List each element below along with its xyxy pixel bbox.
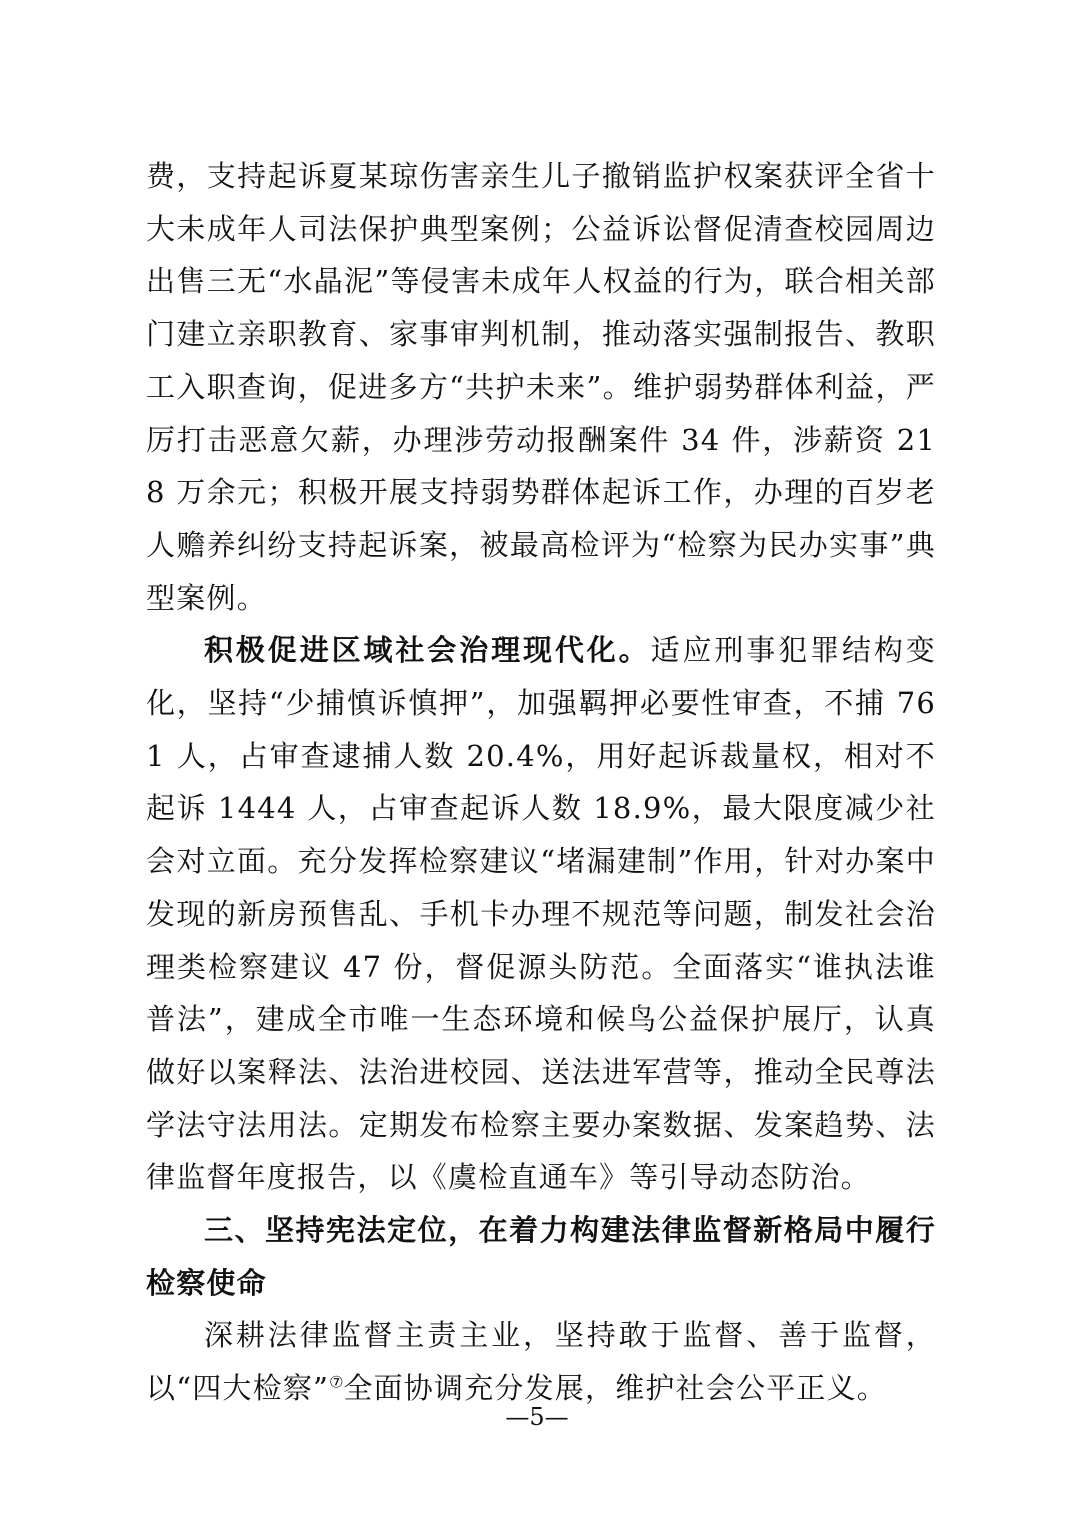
paragraph-body-text: 适应刑事犯罪结构变化，坚持“少捕慎诉慎押”，加强羁押必要性审查，不捕 761 人，占审查逮捕人数 20.4%，用好起诉裁量权，相对不起诉 1444 人，占审查起诉人数 18.9%，最大限度减少社会对立面。充分发挥检察建议“堵漏建制”作用，针对办案中发现的新房预售乱、手机卡办理不规范等问题，制发社会治理类检察建议 47 份，督促源头防范。全面落实“谁执法谁普法”，建成全市唯一生态环境和候鸟公益保护展厅，认真做好以案释法、法治进校园、送法进军营等，推动全民尊法学法守法用法。定期发布检察主要办案数据、发案趋势、法律监督年度报告，以《虞检直通车》等引导动态防治。 <box>146 633 936 1195</box>
section-heading: 三、坚持宪法定位，在着力构建法律监督新格局中履行检察使命 <box>146 1213 936 1300</box>
paragraph-lead-heading: 积极促进区域社会治理现代化。 <box>204 633 651 668</box>
paragraph-text-after-note: 全面协调充分发展，维护社会公平正义。 <box>343 1371 888 1406</box>
paragraph-social-governance <box>146 624 936 1204</box>
paragraph-legal-supervision <box>146 1309 936 1414</box>
paragraph-text-before-note: 深耕法律监督主责主业，坚持敢于监督、善于监督，以“四大检察” <box>146 1318 936 1406</box>
footnote-marker: ⑦ <box>329 1372 344 1392</box>
page-number: —5— <box>505 1403 569 1431</box>
paragraph-continuation: 费，支持起诉夏某琼伤害亲生儿子撤销监护权案获评全省十大未成年人司法保护典型案例；公益诉讼督促清查校园周边出售三无“水晶泥”等侵害未成年人权益的行为，联合相关部门建立亲职教育、家事审判机制，推动落实强制报告、教职工入职查询，促进多方“共护未来”。维护弱势群体利益，严厉打击恶意欠薪，办理涉劳动报酬案件 34 件，涉薪资 218 万余元；积极开展支持弱势群体起诉工作，办理的百岁老人赡养纠纷支持起诉案，被最高检评为“检察为民办实事”典型案例。 <box>146 159 936 615</box>
document-body <box>146 150 936 1415</box>
